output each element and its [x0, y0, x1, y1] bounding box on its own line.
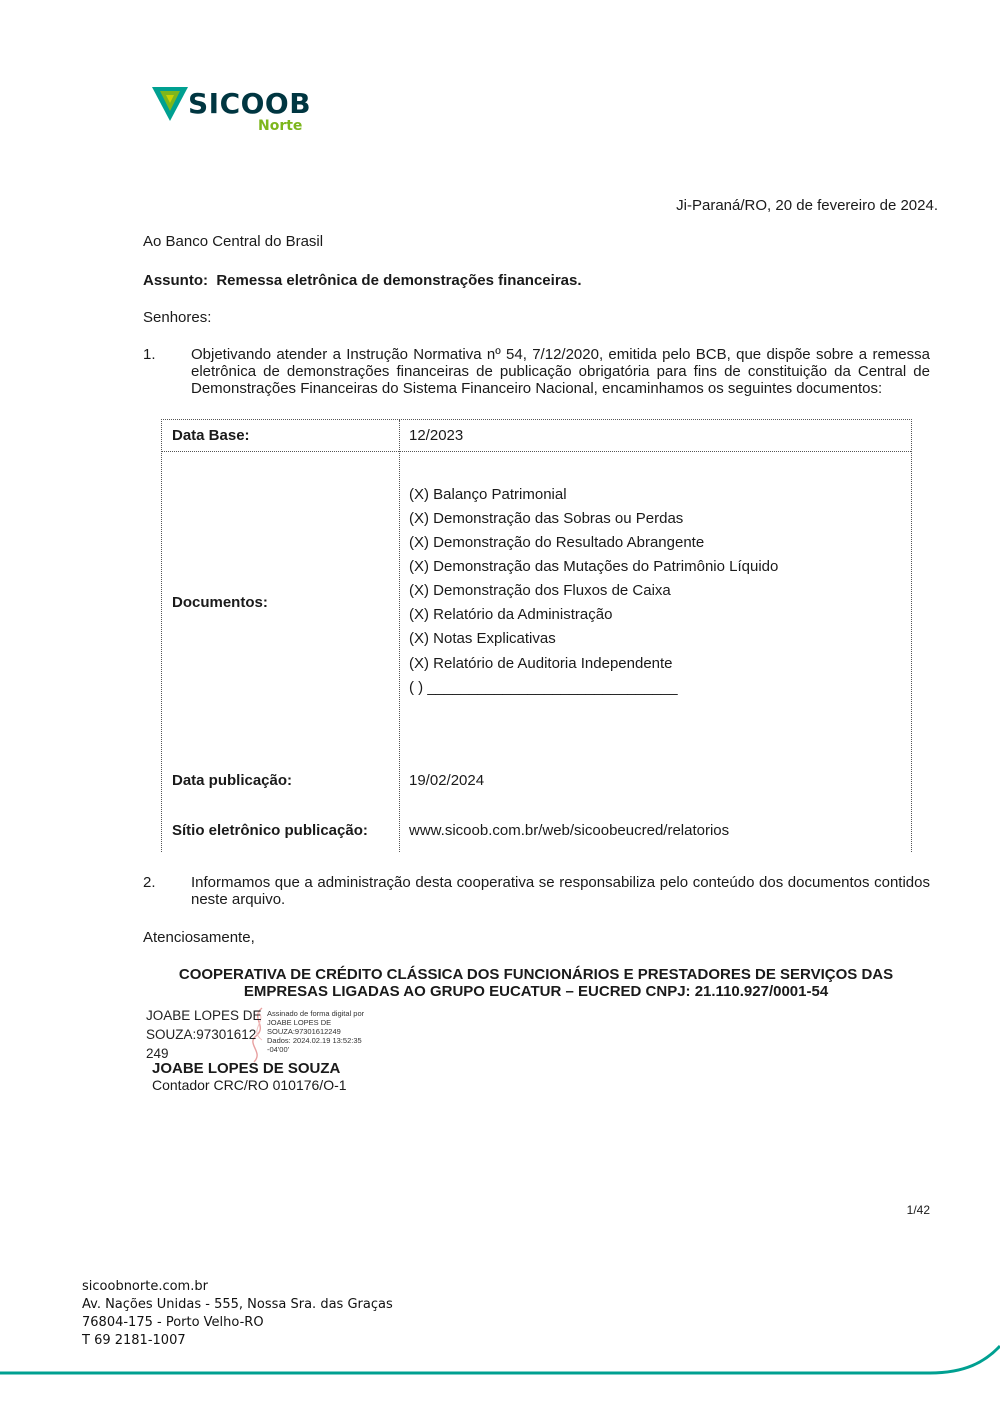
document-item: (X) Demonstração das Sobras ou Perdas: [409, 510, 684, 527]
digital-signature-details: [267, 1009, 387, 1054]
document-item: (X) Demonstração dos Fluxos de Caixa: [409, 582, 671, 599]
sicoob-logo: [152, 85, 312, 137]
table-divider: [162, 451, 911, 452]
logo-wordmark: SICOOB: [188, 87, 312, 120]
logo-subtitle: Norte: [258, 118, 303, 134]
subject-line: [143, 272, 582, 289]
table-column-divider: [399, 420, 400, 852]
document-item: (X) Relatório de Auditoria Independente: [409, 655, 673, 672]
digital-name-line: SOUZA:97301612: [146, 1027, 257, 1042]
digital-name-line: JOABE LOPES DE: [146, 1008, 262, 1023]
digital-detail-line: Dados: 2024.02.19 13:52:35: [267, 1036, 362, 1045]
digital-name-line: 249: [146, 1046, 169, 1061]
item1-line-2: eletrônica de demonstrações financeiras de publicação obrigatória para fins de constituição da Central de: [191, 363, 930, 380]
sitio-value: www.sicoob.com.br/web/sicoobeucred/relatorios: [409, 822, 730, 839]
data-publicacao-label: Data publicação:: [172, 772, 293, 789]
place-date: Ji-Paraná/RO, 20 de fevereiro de 2024.: [676, 197, 938, 214]
document-item: (X) Relatório da Administração: [409, 606, 613, 623]
data-base-value: 12/2023: [409, 427, 464, 444]
documentos-label: Documentos:: [172, 594, 268, 611]
item1-line-3: Demonstrações Financeiras do Sistema Financeiro Nacional, encaminhamos os seguintes documentos:: [191, 380, 883, 397]
document-item: ( ) ______________________________: [409, 679, 678, 696]
item2-number: 2.: [143, 874, 156, 891]
subject-label: Assunto:: [143, 272, 208, 289]
footer-website: sicoobnorte.com.br: [82, 1279, 208, 1294]
digital-detail-line: JOABE LOPES DE: [267, 1018, 332, 1027]
recipient: Ao Banco Central do Brasil: [143, 233, 324, 250]
footer-street: Av. Nações Unidas - 555, Nossa Sra. das Graças: [82, 1297, 393, 1312]
data-base-label: Data Base:: [172, 427, 250, 444]
footer-phone: T 69 2181-1007: [82, 1333, 186, 1348]
digital-detail-line: -04'00': [267, 1045, 290, 1054]
digital-detail-line: Assinado de forma digital por: [267, 1009, 365, 1018]
signer-name: JOABE LOPES DE SOUZA: [152, 1060, 341, 1077]
footer-city: 76804-175 - Porto Velho-RO: [82, 1315, 264, 1330]
digital-detail-line: SOUZA:97301612249: [267, 1027, 341, 1036]
document-item: (X) Balanço Patrimonial: [409, 486, 567, 503]
document-item: (X) Demonstração das Mutações do Patrimônio Líquido: [409, 558, 779, 575]
subject-text: Remessa eletrônica de demonstrações financeiras.: [216, 272, 582, 289]
sicoob-logo-icon: [152, 87, 188, 121]
item2-line-2: neste arquivo.: [191, 891, 286, 908]
document-item: (X) Notas Explicativas: [409, 630, 556, 647]
company-line-2: EMPRESAS LIGADAS AO GRUPO EUCATUR – EUCRED CNPJ: 21.110.927/0001-54: [243, 983, 829, 1000]
salutation: Senhores:: [143, 309, 212, 326]
item2-line-1: Informamos que a administração desta cooperativa se responsabiliza pelo conteúdo dos documentos contidos: [191, 874, 930, 891]
page-number: 1/42: [906, 1203, 930, 1217]
document-item: (X) Demonstração do Resultado Abrangente: [409, 534, 705, 551]
sitio-label: Sítio eletrônico publicação:: [172, 822, 368, 839]
documents-table: [161, 419, 912, 852]
digital-signature-name: [146, 1006, 268, 1063]
company-name: [140, 966, 932, 1000]
signer-role: Contador CRC/RO 010176/O-1: [152, 1077, 347, 1093]
item1-line-1: Objetivando atender a Instrução Normativa nº 54, 7/12/2020, emitida pelo BCB, que dispõe sobre a remessa: [191, 346, 930, 363]
closing: Atenciosamente,: [143, 929, 255, 946]
data-publicacao-value: 19/02/2024: [409, 772, 485, 789]
company-line-1: COOPERATIVA DE CRÉDITO CLÁSSICA DOS FUNCIONÁRIOS E PRESTADORES DE SERVIÇOS DAS: [178, 966, 894, 983]
footer-wave-line: [0, 1340, 1000, 1380]
item1-number: 1.: [143, 346, 156, 363]
